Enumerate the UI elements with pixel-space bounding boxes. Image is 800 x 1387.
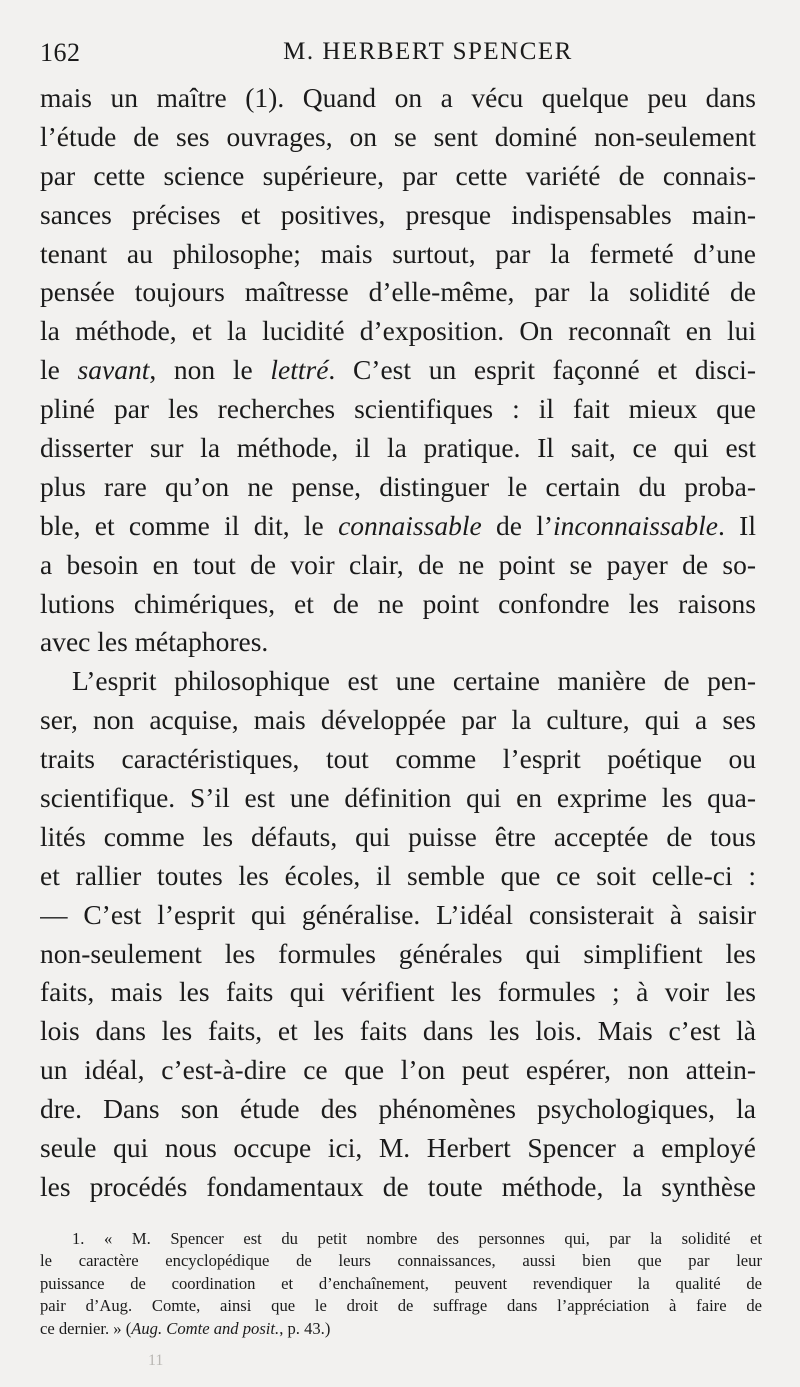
text-line: scientifique. S’il est une définition qui en exprime les qua- <box>40 782 756 814</box>
text-line: avec les métaphores. <box>40 626 269 658</box>
text-line: a besoin en tout de voir clair, de ne point se payer de so- <box>40 548 756 580</box>
text-line <box>40 507 756 546</box>
text-line: faits, mais les faits qui vérifient les formules ; à voir les <box>40 976 756 1008</box>
text-line: disserter sur la méthode, il la pratique. Il sait, ce qui est <box>40 432 756 464</box>
text-line: l’étude de ses ouvrages, on se sent dominé non-seulement <box>40 120 756 152</box>
text-line: et rallier toutes les écoles, il semble que ce soit celle-ci : <box>40 859 756 891</box>
text-line: ser, non acquise, mais développée par la culture, qui a ses <box>40 704 756 736</box>
text-line: la méthode, et la lucidité d’exposition. On reconnaît en lui <box>40 315 756 347</box>
text-line: sances précises et positives, presque indispensables main- <box>40 198 756 230</box>
italic-reference: Aug. Comte and posit. <box>131 1318 280 1338</box>
footnote-line <box>40 1318 762 1340</box>
footnote <box>40 1228 762 1340</box>
footnote-line: 1. « M. Spencer est du petit nombre des personnes qui, par la solidité et <box>72 1229 762 1248</box>
text-run: le <box>40 354 78 386</box>
text-run: , p. 43.) <box>279 1318 331 1338</box>
text-line: non-seulement les formules générales qui simplifient les <box>40 937 756 969</box>
text-line: lutions chimériques, et de ne point confondre les raisons <box>40 587 756 619</box>
text-line: lois dans les faits, et les faits dans les lois. Mais c’est là <box>40 1015 756 1047</box>
text-run: . Il <box>718 509 756 541</box>
text-line: un idéal, c’est-à-dire ce que l’on peut espérer, non attein- <box>40 1054 756 1086</box>
footnote-line: puissance de coordination et d’enchaînement, peuvent revendiquer la qualité de <box>40 1273 762 1293</box>
italic-term: savant <box>77 354 150 386</box>
text-line: mais un maître (1). Quand on a vécu quelque peu dans <box>40 82 756 113</box>
text-run: ble, et comme il dit, le <box>40 509 339 541</box>
italic-term: inconnaissable <box>553 509 719 541</box>
signature-mark: 11 <box>148 1352 164 1369</box>
main-text <box>40 79 756 1207</box>
footnote-line: le caractère encyclopédique de leurs connaissances, aussi bien que par leur <box>40 1251 762 1271</box>
text-line: les procédés fondamentaux de toute méthode, la synthèse <box>40 1170 756 1202</box>
text-line: lités comme les défauts, qui puisse être acceptée de tous <box>40 820 756 852</box>
text-line: dre. Dans son étude des phénomènes psychologiques, la <box>40 1093 756 1125</box>
text-line: L’esprit philosophique est une certaine manière de pen- <box>72 665 756 697</box>
text-line: pliné par les recherches scientifiques : il fait mieux que <box>40 393 756 425</box>
text-run: , non le <box>149 354 271 386</box>
text-run: de l’ <box>481 509 554 541</box>
italic-term: lettré <box>270 354 329 386</box>
text-line: plus rare qu’on ne pense, distinguer le certain du proba- <box>40 470 756 502</box>
text-line <box>40 351 756 390</box>
running-head: M. HERBERT SPENCER <box>283 38 573 65</box>
text-line: tenant au philosophe; mais surtout, par la fermeté d’une <box>40 237 756 269</box>
text-line: traits caractéristiques, tout comme l’esprit poétique ou <box>40 743 756 775</box>
page-number: 162 <box>40 38 81 67</box>
page-header <box>40 38 756 72</box>
footnote-line: pair d’Aug. Comte, ainsi que le droit de suffrage dans l’appréciation à faire de <box>40 1296 762 1316</box>
text-run: ce dernier. » ( <box>40 1318 132 1338</box>
text-run: . C’est un esprit façonné et disci- <box>328 354 756 386</box>
text-line: — C’est l’esprit qui généralise. L’idéal consisterait à saisir <box>40 898 756 930</box>
italic-term: connaissable <box>338 509 482 541</box>
text-line: pensée toujours maîtresse d’elle-même, par la solidité de <box>40 276 756 308</box>
text-line: seule qui nous occupe ici, M. Herbert Spencer a employé <box>40 1132 756 1164</box>
text-line: par cette science supérieure, par cette variété de connais- <box>40 159 756 191</box>
